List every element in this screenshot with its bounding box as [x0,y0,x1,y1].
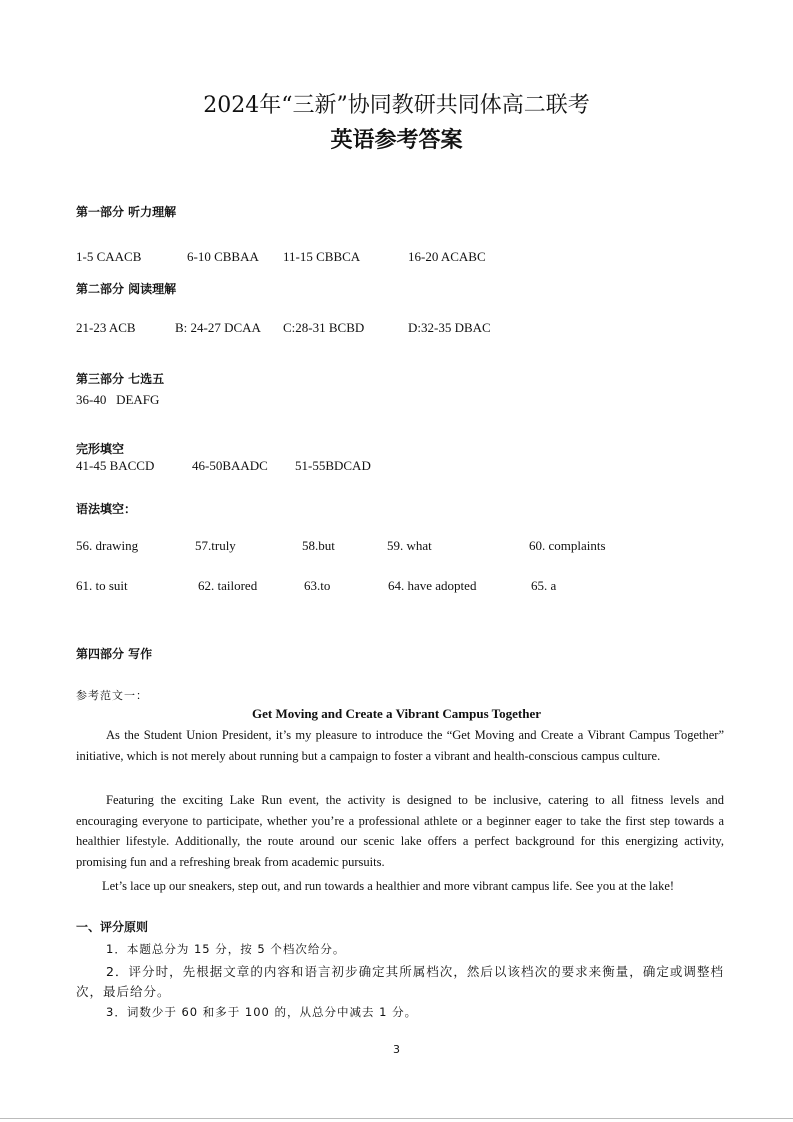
answer-group: B: 24-27 DCAA [175,320,261,335]
answer-group: 6-10 CBBAA [187,249,259,264]
answer-item: 62. tailored [198,578,258,593]
answer-item: 64. have adopted [388,578,477,593]
answer-group: 36-40 DEAFG [76,392,160,407]
answer-group: 21-23 ACB [76,320,136,335]
scoring-item: 3．词数少于 60 和多于 100 的，从总分中减去 1 分。 [106,1005,418,1019]
answer-group: 41-45 BACCD [76,458,155,473]
scoring-heading: 一、评分原则 [76,920,149,934]
part1-heading: 第一部分 听力理解 [76,205,177,219]
document-title: 2024年“三新”协同教研共同体高二联考 [203,93,590,118]
essay-paragraph: Let’s lace up our sneakers, step out, and run towards a healthier and more vibrant campus life. See you at the lake! [102,879,675,893]
answer-item: 56. drawing [76,538,139,553]
cloze-heading: 完形填空 [76,442,125,456]
part2-heading: 第二部分 阅读理解 [76,282,177,296]
part4-heading: 第四部分 写作 [76,647,153,661]
scoring-item: 1．本题总分为 15 分，按 5 个档次给分。 [106,942,346,956]
answer-item: 58.but [302,538,335,553]
answer-group: 11-15 CBBCA [283,249,361,264]
answer-item: 57.truly [195,538,236,553]
document-subtitle: 英语参考答案 [330,127,463,153]
answer-group: 1-5 CAACB [76,249,142,264]
answer-group: C:28-31 BCBD [283,320,365,335]
essay-paragraph: Featuring the exciting Lake Run event, the activity is designed to be inclusive, catering to all fitness levels and encouraging everyone to participate, whether you’re a professional athlete or a beginner eager to take the first step towards a healthier lifestyle. Additionally, the route around our scenic lake offers a perfect background for this energizing activity, promising fun and a refreshing break from academic pursuits. [76,793,724,869]
answer-item: 61. to suit [76,578,128,593]
page-edge-divider [0,1118,793,1119]
answer-group: 46-50BAADC [192,458,268,473]
essay-title: Get Moving and Create a Vibrant Campus Together [251,706,541,721]
part3-heading: 第三部分 七选五 [76,372,165,386]
essay-paragraph: As the Student Union President, it’s my pleasure to introduce the “Get Moving and Create a Vibrant Campus Together” initiative, which is not merely about running but a campaign to foster a vibrant and health-conscious campus culture. [76,728,724,763]
sample-label: 参考范文一： [76,689,148,702]
answer-group: 51-55BDCAD [295,458,371,473]
answer-item: 63.to [304,578,331,593]
answer-group: 16-20 ACABC [408,249,486,264]
answer-item: 59. what [387,538,432,553]
answer-item: 60. complaints [529,538,606,553]
page-number: 3 [393,1043,400,1056]
scoring-item: 2．评分时，先根据文章的内容和语言初步确定其所属档次，然后以该档次的要求来衡量，确定或调整档次，最后给分。 [76,964,724,999]
answer-group: D:32-35 DBAC [408,320,491,335]
grammar-heading: 语法填空： [76,502,137,516]
answer-item: 65. a [531,578,557,593]
